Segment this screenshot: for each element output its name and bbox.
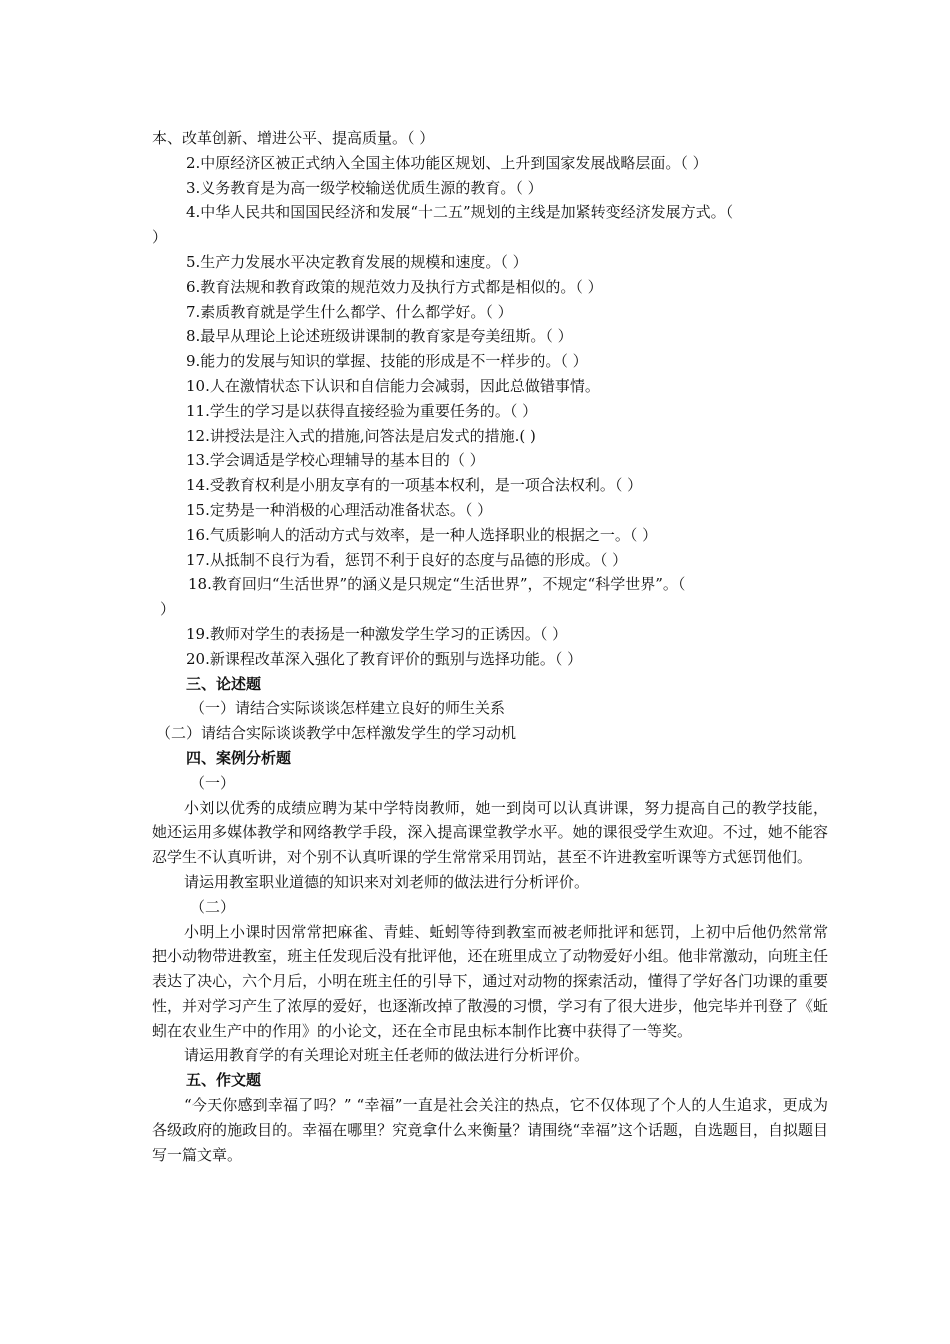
judgment-item: 10.人在激情状态下认识和自信能力会减弱，因此总做错事情。 bbox=[186, 376, 600, 395]
judgment-item: 4.中华人民共和国国民经济和发展“十二五”规划的主线是加紧转变经济发展方式。（ bbox=[186, 203, 734, 222]
judgment-item: 2.中原经济区被正式纳入全国主体功能区规划、上升到国家发展战略层面。（ ） bbox=[186, 153, 708, 172]
case-2-text: 小明上小课时因常常把麻雀、青蛙、蚯蚓等待到教室而被老师批评和惩罚，上初中后他仍然常常把小动物带进教室，班主任发现后没有批评他，还在班里成立了动物爱好小组。他非常激动，向班主任表达了决心，六个月后，小明在班主任的引导下，通过对动物的探索活动，懂得了学好各门功课的重要性，并对学习产生了浓厚的爱好，也逐渐改掉了散漫的习惯，学习有了很大进步，他完毕并刊登了《蚯蚓在农业生产中的作用》的小论文，还在全市昆虫标本制作比赛中获得了一等奖。 bbox=[152, 922, 828, 1040]
section-heading-composition: 五、作文题 bbox=[186, 1071, 262, 1090]
judgment-item: 18.教育回归“生活世界”的涵义是只规定“生活世界”，不规定“科学世界”。（ bbox=[188, 575, 686, 594]
judgment-item: 11.学生的学习是以获得直接经验为重要任务的。（ ） bbox=[186, 401, 538, 420]
judgment-item: 3.义务教育是为高一级学校输送优质生源的教育。（ ） bbox=[186, 178, 543, 197]
case-2-question: 请运用教育学的有关理论对班主任老师的做法进行分析评价。 bbox=[184, 1046, 590, 1065]
case-2-label: （二） bbox=[190, 897, 236, 916]
section-heading-essay: 三、论述题 bbox=[186, 674, 262, 693]
judgment-item: 16.气质影响人的活动方式与效率，是一种人选择职业的根据之一。（ ） bbox=[186, 525, 658, 544]
judgment-item: 15.定势是一种消极的心理活动准备状态。（ ） bbox=[186, 500, 493, 519]
judgment-item: 5.生产力发展水平决定教育发展的规模和速度。（ ） bbox=[186, 252, 528, 271]
judgment-item-continuation: ） bbox=[160, 600, 176, 619]
case-1-label: （一） bbox=[190, 773, 236, 792]
judgment-item: 6.教育法规和教育政策的规范效力及执行方式都是相似的。（ ） bbox=[186, 277, 603, 296]
judgment-item: 本、改革创新、增进公平、提高质量。（ ） bbox=[152, 129, 435, 147]
composition-prompt: “今天你感到幸福了吗？” “幸福”一直是社会关注的热点，它不仅体现了个人的人生追求，更成为各级政府的施政目的。幸福在哪里？究竟拿什么来衡量？请围绕“幸福”这个话题，自选题目，自拟题目写一篇文章。 bbox=[152, 1096, 828, 1164]
judgment-item: 19.教师对学生的表扬是一种激发学生学习的正诱因。（ ） bbox=[186, 624, 568, 643]
judgment-item: 20.新课程改革深入强化了教育评价的甄别与选择功能。（ ） bbox=[186, 649, 583, 668]
case-1-text: 小刘以优秀的成绩应聘为某中学特岗教师，她一到岗可以认真讲课，努力提高自己的教学技能，她还运用多媒体教学和网络教学手段，深入提高课堂教学水平。她的课很受学生欢迎。不过，她不能容忍学生不认真听讲，对个别不认真听课的学生常常采用罚站，甚至不许进教室听课等方式惩罚他们。 bbox=[152, 798, 828, 867]
judgment-item: 7.素质教育就是学生什么都学、什么都学好。（ ） bbox=[186, 302, 513, 321]
document-page bbox=[152, 126, 828, 1167]
section-heading-case-analysis: 四、案例分析题 bbox=[186, 748, 292, 767]
essay-question-2: （二）请结合实际谈谈教学中怎样激发学生的学习动机 bbox=[156, 724, 517, 743]
judgment-item: 13.学会调适是学校心理辅导的基本目的（ ） bbox=[186, 451, 485, 470]
case-1-question: 请运用教室职业道德的知识来对刘老师的做法进行分析评价。 bbox=[184, 872, 590, 891]
judgment-item: 14.受教育权利是小朋友享有的一项基本权利，是一项合法权利。（ ） bbox=[186, 476, 643, 495]
judgment-item: 8.最早从理论上论述班级讲课制的教育家是夸美纽斯。（ ） bbox=[186, 327, 573, 346]
judgment-item: 12.讲授法是注入式的措施,问答法是启发式的措施.( ) bbox=[186, 426, 536, 445]
judgment-item: 17.从抵制不良行为看，惩罚不利于良好的态度与品德的形成。（ ） bbox=[186, 550, 628, 569]
judgment-item-continuation: ） bbox=[152, 228, 168, 247]
essay-question-1: （一）请结合实际谈谈怎样建立良好的师生关系 bbox=[190, 699, 506, 718]
judgment-item: 9.能力的发展与知识的掌握、技能的形成是不一样步的。（ ） bbox=[186, 352, 588, 371]
